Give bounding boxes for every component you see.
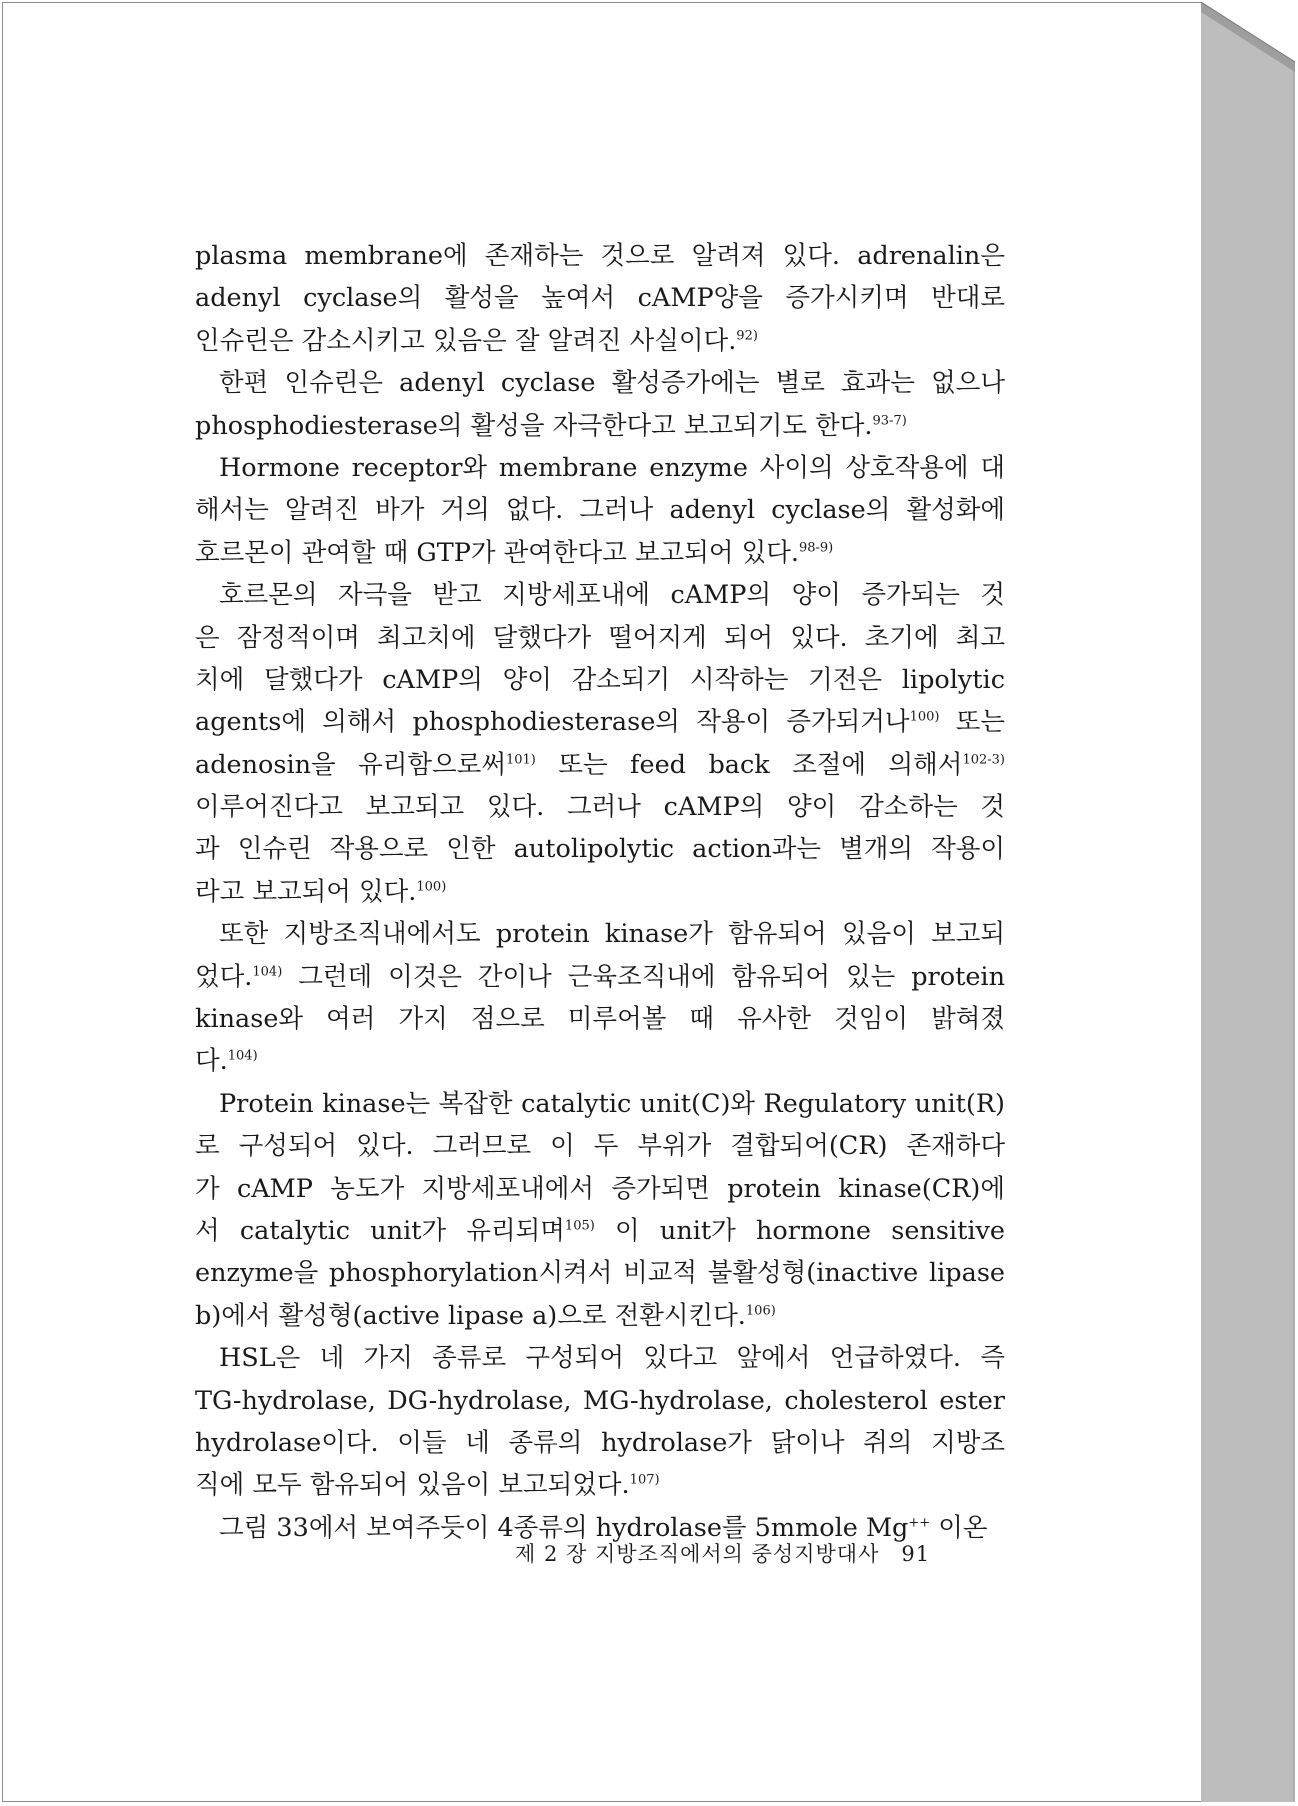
citation-ref: 100) <box>416 879 447 895</box>
text-line: 었다.$^{104)}$ 그런데 이것은 간이나 근육조직내에 함유되어 있는 protein <box>195 961 1005 992</box>
text-line: b)에서 활성형(active lipase a)으로 전환시킨다.$^{106)}$ <box>195 1300 776 1331</box>
book-thickness-graphic <box>1201 2 1295 1802</box>
citation-ref: 100) <box>909 709 940 725</box>
text-line: TG-hydrolase, DG-hydrolase, MG-hydrolase, cholesterol ester <box>195 1385 1005 1416</box>
text-line: 가 cAMP 농도가 지방세포내에서 증가되면 protein kinase(CR)에 <box>195 1173 1005 1204</box>
text-line: 서 catalytic unit가 유리되며$^{105)}$ 이 unit가 hormone sensitive <box>195 1215 1005 1246</box>
citation-ref: 92) <box>736 328 758 344</box>
text-line: 라고 보고되어 있다.$^{100)}$ <box>195 876 447 907</box>
text-line: 이루어진다고 보고되고 있다. 그러나 cAMP의 양이 감소하는 것 <box>195 792 1005 823</box>
text-line: adenosin을 유리함으로써$^{101)}$ 또는 feed back 조절에 의해서$^{102-3)}$ <box>195 749 1005 780</box>
text-line: phosphodiesterase의 활성을 자극한다고 보고되기도 한다.$^{93-7)}$ <box>195 410 907 441</box>
text-line: 다.$^{104)}$ <box>195 1046 258 1077</box>
text-line: 과 인슈린 작용으로 인한 autolipolytic action과는 별개의 작용이 <box>195 834 1005 865</box>
citation-ref: 105) <box>564 1218 595 1234</box>
paragraph-start: Protein kinase는 복잡한 catalytic unit(C)와 Regulatory unit(R) <box>219 1088 1005 1119</box>
superscript: ++ <box>908 1514 931 1530</box>
text-line: 치에 달했다가 cAMP의 양이 감소되기 시작하는 기전은 lipolytic <box>195 664 1005 695</box>
citation-ref: 93-7) <box>872 412 907 428</box>
text-line: 은 잠정적이며 최고치에 달했다가 떨어지게 되어 있다. 초기에 최고 <box>195 622 1005 653</box>
text-line: agents에 의해서 phosphodiesterase의 작용이 증가되거나$^{100)}$ 또는 <box>195 707 1005 738</box>
citation-ref: 101) <box>505 751 536 767</box>
paragraph-start: 한편 인슈린은 adenyl cyclase 활성증가에는 별로 효과는 없으나 <box>219 368 1005 399</box>
paragraph-start: Hormone receptor와 membrane enzyme 사이의 상호작용에 대 <box>219 452 1005 483</box>
text-line: 인슈린은 감소시키고 있음은 잘 알려진 사실이다.$^{92)}$ <box>195 325 758 356</box>
text-line: enzyme을 phosphorylation시켜서 비교적 불활성형(inactive lipase <box>195 1258 1005 1289</box>
citation-ref: 107) <box>629 1472 660 1488</box>
text-line: hydrolase이다. 이들 네 종류의 hydrolase가 닭이나 쥐의 지방조 <box>195 1427 1005 1458</box>
paragraph-start: HSL은 네 가지 종류로 구성되어 있다고 앞에서 언급하였다. 즉 <box>219 1343 1005 1374</box>
page-stack-edge <box>1201 2 1295 1802</box>
citation-ref: 98-9) <box>798 539 834 555</box>
text-line: adenyl cyclase의 활성을 높여서 cAMP양을 증가시키며 반대로 <box>195 283 1005 314</box>
page-number: 91 <box>901 1542 931 1566</box>
text-line: kinase와 여러 가지 점으로 미루어볼 때 유사한 것임이 밝혀졌 <box>195 1004 1005 1035</box>
running-footer <box>515 1538 995 1568</box>
text-line: plasma membrane에 존재하는 것으로 알려져 있다. adrenalin은 <box>195 241 1005 271</box>
body-text <box>195 235 1005 1549</box>
paragraph-start: 그림 33에서 보여주듯이 4종류의 hydrolase를 5mmole Mg++ 이온 <box>219 1512 988 1543</box>
text-line: 호르몬이 관여할 때 GTP가 관여한다고 보고되어 있다.$^{98-9)}$ <box>195 537 834 568</box>
paragraph-start: 호르몬의 자극을 받고 지방세포내에 cAMP의 양이 증가되는 것 <box>219 580 1005 611</box>
paragraph-start: 또한 지방조직내에서도 protein kinase가 함유되어 있음이 보고되 <box>219 919 1005 950</box>
citation-ref: 102-3) <box>962 751 1005 767</box>
book-page <box>2 2 1202 1802</box>
citation-ref: 106) <box>745 1303 776 1319</box>
citation-ref: 104) <box>227 1048 258 1064</box>
citation-ref: 104) <box>252 963 283 979</box>
chapter-title: 제 2 장 지방조직에서의 중성지방대사 <box>515 1542 880 1566</box>
text-line: 직에 모두 함유되어 있음이 보고되었다.$^{107)}$ <box>195 1470 660 1501</box>
text-line: 로 구성되어 있다. 그러므로 이 두 부위가 결합되어(CR) 존재하다 <box>195 1131 1005 1162</box>
text-line: 해서는 알려진 바가 거의 없다. 그러나 adenyl cyclase의 활성화에 <box>195 495 1005 526</box>
